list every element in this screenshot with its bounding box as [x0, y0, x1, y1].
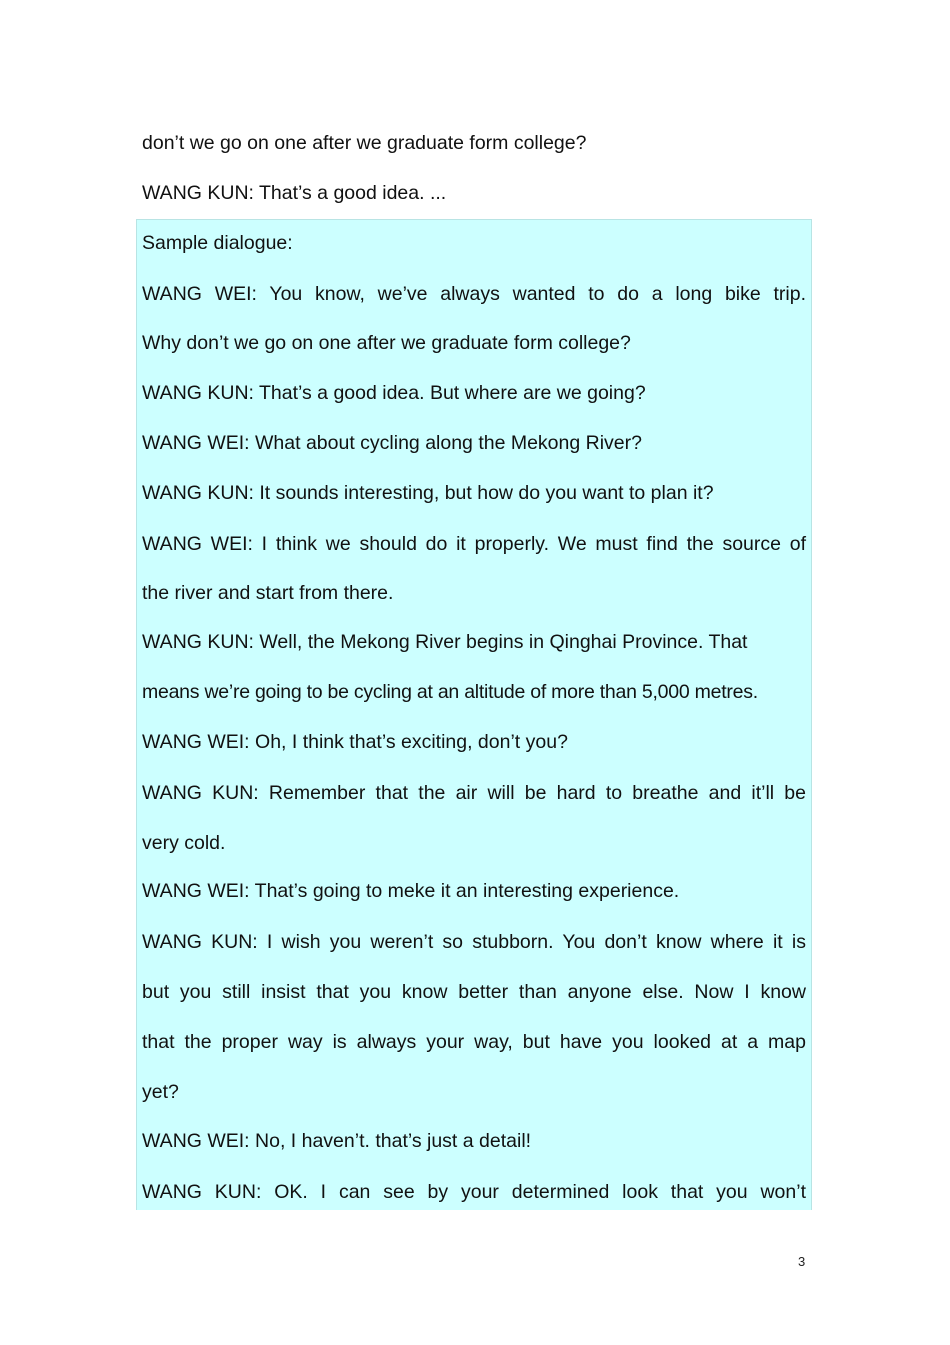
- dialogue-line: that the proper way is always your way, but have you looked at a map: [142, 1031, 806, 1053]
- dialogue-line: WANG KUN: OK. I can see by your determined look that you won’t: [142, 1181, 806, 1203]
- dialogue-line: Why don’t we go on one after we graduate form college?: [142, 332, 631, 354]
- dialogue-line: WANG WEI: I think we should do it properly. We must find the source of: [142, 533, 806, 555]
- intro-line-2: WANG KUN: That’s a good idea. ...: [142, 182, 447, 204]
- dialogue-line: WANG WEI: That’s going to meke it an interesting experience.: [142, 880, 680, 902]
- dialogue-line: WANG KUN: It sounds interesting, but how do you want to plan it?: [142, 482, 714, 504]
- dialogue-heading: Sample dialogue:: [142, 232, 293, 254]
- dialogue-line: the river and start from there.: [142, 582, 394, 604]
- dialogue-line: WANG KUN: Well, the Mekong River begins in Qinghai Province. That: [142, 631, 748, 653]
- dialogue-line: WANG KUN: Remember that the air will be hard to breathe and it’ll be: [142, 782, 806, 804]
- dialogue-line: yet?: [142, 1081, 179, 1103]
- dialogue-line: WANG WEI: What about cycling along the Mekong River?: [142, 432, 642, 454]
- dialogue-line: WANG KUN: I wish you weren’t so stubborn. You don’t know where it is: [142, 931, 806, 953]
- dialogue-line: WANG KUN: That’s a good idea. But where are we going?: [142, 382, 646, 404]
- dialogue-line: WANG WEI: No, I haven’t. that’s just a detail!: [142, 1130, 532, 1152]
- dialogue-line: means we’re going to be cycling at an altitude of more than 5,000 metres.: [142, 681, 758, 703]
- dialogue-line: WANG WEI: You know, we’ve always wanted to do a long bike trip.: [142, 283, 806, 305]
- dialogue-line: but you still insist that you know better than anyone else. Now I know: [142, 981, 806, 1003]
- intro-line-1: don’t we go on one after we graduate form college?: [142, 132, 587, 154]
- page-number: 3: [798, 1254, 806, 1269]
- dialogue-line: WANG WEI: Oh, I think that’s exciting, don’t you?: [142, 731, 568, 753]
- dialogue-line: very cold.: [142, 832, 226, 854]
- sample-dialogue-box: [136, 219, 812, 1210]
